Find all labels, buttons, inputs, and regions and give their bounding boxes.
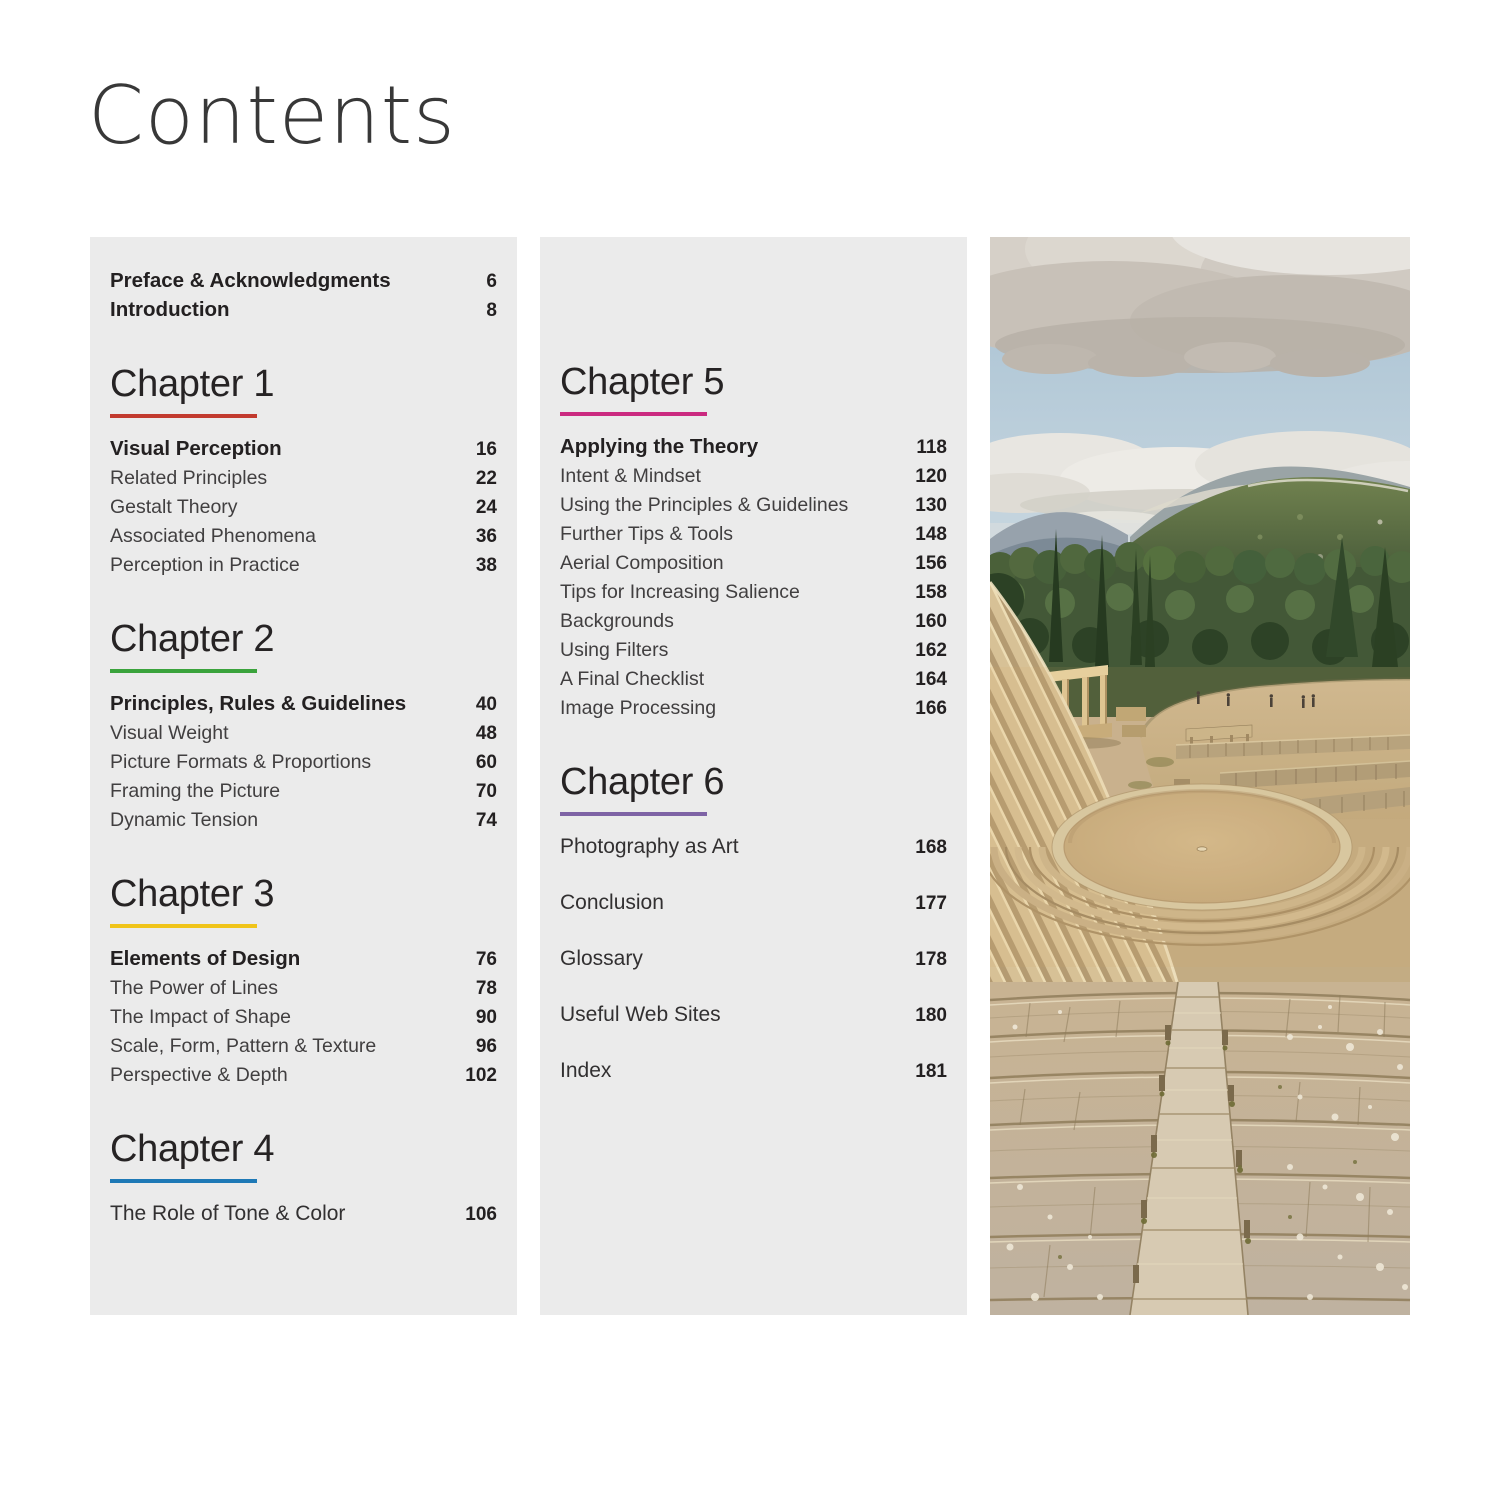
toc-entry bbox=[110, 493, 497, 522]
toc-entry-label: Glossary bbox=[560, 947, 643, 970]
back-matter-row bbox=[560, 1001, 947, 1030]
toc-entry bbox=[560, 636, 947, 665]
chapter-underline bbox=[110, 669, 257, 673]
toc-entry bbox=[110, 974, 497, 1003]
toc-entry bbox=[560, 491, 947, 520]
toc-entry-label: Framing the Picture bbox=[110, 780, 281, 802]
toc-entry-page: 164 bbox=[915, 669, 947, 690]
toc-entry-label: Introduction bbox=[110, 298, 230, 321]
toc-entry bbox=[110, 551, 497, 580]
chapter-5-entries bbox=[560, 433, 947, 723]
theater-photo-art bbox=[990, 237, 1410, 1315]
toc-entry-page: 162 bbox=[915, 640, 947, 661]
chapter-2-section bbox=[110, 619, 497, 673]
toc-entry bbox=[110, 748, 497, 777]
toc-entry-page: 102 bbox=[465, 1065, 497, 1086]
toc-entry-label: Elements of Design bbox=[110, 947, 301, 970]
toc-entry bbox=[560, 549, 947, 578]
toc-entry-page: 70 bbox=[475, 781, 497, 802]
toc-entry bbox=[560, 694, 947, 723]
chapter-1-entries bbox=[110, 435, 497, 580]
toc-entry-label: Related Principles bbox=[110, 467, 268, 489]
toc-entry-label: Tips for Increasing Salience bbox=[560, 581, 800, 603]
front-matter-row bbox=[110, 296, 497, 325]
toc-entry-page: 96 bbox=[475, 1036, 497, 1057]
toc-entry bbox=[110, 777, 497, 806]
chapter-underline bbox=[560, 412, 707, 416]
toc-entry-label: Further Tips & Tools bbox=[560, 523, 734, 545]
toc-entry bbox=[110, 719, 497, 748]
chapter-6-entries bbox=[560, 833, 947, 1086]
toc-entry-page: 38 bbox=[475, 555, 497, 576]
chapter-heading: Chapter 4 bbox=[110, 1128, 275, 1170]
toc-entry bbox=[110, 945, 497, 974]
front-matter-row bbox=[110, 267, 497, 296]
toc-entry-label: Conclusion bbox=[560, 891, 664, 914]
toc-entry-page: 78 bbox=[475, 978, 497, 999]
back-matter-row bbox=[560, 889, 947, 918]
toc-entry-label: Aerial Composition bbox=[560, 552, 724, 574]
toc-entry bbox=[110, 1003, 497, 1032]
toc-entry-label: Index bbox=[560, 1059, 612, 1082]
toc-entry-page: 160 bbox=[915, 611, 947, 632]
toc-entry bbox=[560, 578, 947, 607]
toc-panel-left bbox=[90, 237, 517, 1315]
toc-entry-label: Intent & Mindset bbox=[560, 465, 701, 487]
toc-entry bbox=[560, 433, 947, 462]
toc-entry-label: Associated Phenomena bbox=[110, 525, 316, 547]
chapter-underline bbox=[110, 1179, 257, 1183]
toc-entry-page: 166 bbox=[915, 698, 947, 719]
toc-entry bbox=[110, 1061, 497, 1090]
toc-entry-page: 90 bbox=[475, 1007, 497, 1028]
toc-entry-label: Perception in Practice bbox=[110, 554, 300, 576]
toc-entry-page: 74 bbox=[475, 810, 497, 831]
toc-entry bbox=[110, 690, 497, 719]
toc-entry-page: 24 bbox=[475, 497, 497, 518]
toc-entry-label: Preface & Acknowledgments bbox=[110, 269, 391, 292]
toc-entry bbox=[560, 520, 947, 549]
toc-entry bbox=[560, 665, 947, 694]
toc-entry bbox=[110, 1200, 497, 1229]
toc-entry-page: 130 bbox=[915, 495, 947, 516]
toc-entry-label: Perspective & Depth bbox=[110, 1064, 288, 1086]
toc-entry-page: 36 bbox=[475, 526, 497, 547]
back-matter-row bbox=[560, 1057, 947, 1086]
chapter-4-section bbox=[110, 1129, 497, 1183]
toc-entry-label: Visual Perception bbox=[110, 437, 282, 460]
warm-light-overlay bbox=[990, 667, 1410, 967]
chapter-3-entries bbox=[110, 945, 497, 1090]
toc-entry-label: Image Processing bbox=[560, 697, 717, 719]
toc-entry-page: 40 bbox=[475, 694, 497, 715]
chapter-heading: Chapter 5 bbox=[560, 361, 725, 403]
toc-entry-label: The Impact of Shape bbox=[110, 1006, 292, 1028]
chapter-4-entries bbox=[110, 1200, 497, 1229]
toc-entry-page: 181 bbox=[915, 1061, 947, 1082]
toc-entry-page: 168 bbox=[915, 837, 947, 858]
page-title: Contents bbox=[88, 69, 456, 162]
toc-entry-label: The Role of Tone & Color bbox=[110, 1202, 346, 1225]
toc-entry-label: Gestalt Theory bbox=[110, 496, 238, 518]
toc-entry-page: 180 bbox=[915, 1005, 947, 1026]
toc-entry-label: Picture Formats & Proportions bbox=[110, 751, 372, 773]
toc-entry-page: 177 bbox=[915, 893, 947, 914]
stone-steps bbox=[990, 982, 1410, 1315]
toc-entry-page: 6 bbox=[486, 271, 497, 292]
toc-entry-label: Visual Weight bbox=[110, 722, 229, 744]
toc-entry bbox=[110, 806, 497, 835]
toc-entry-page: 106 bbox=[465, 1204, 497, 1225]
toc-entry-label: Using Filters bbox=[560, 639, 669, 661]
chapter-3-section bbox=[110, 874, 497, 928]
back-matter-row bbox=[560, 945, 947, 974]
toc-entry-page: 178 bbox=[915, 949, 947, 970]
toc-entry bbox=[560, 833, 947, 862]
toc-entry-label: Dynamic Tension bbox=[110, 809, 259, 831]
toc-entry-page: 16 bbox=[475, 439, 497, 460]
toc-entry-label: Photography as Art bbox=[560, 835, 739, 858]
toc-entry-label: Using the Principles & Guidelines bbox=[560, 494, 849, 516]
toc-entry-page: 156 bbox=[915, 553, 947, 574]
chapter-2-entries bbox=[110, 690, 497, 835]
toc-entry-label: The Power of Lines bbox=[110, 977, 279, 999]
chapter-underline bbox=[560, 812, 707, 816]
chapter-underline bbox=[110, 924, 257, 928]
toc-entry-page: 8 bbox=[486, 300, 497, 321]
toc-entry-page: 22 bbox=[475, 468, 497, 489]
toc-entry bbox=[110, 522, 497, 551]
toc-entry bbox=[560, 462, 947, 491]
toc-entry bbox=[110, 435, 497, 464]
toc-entry bbox=[560, 607, 947, 636]
toc-entry-label: A Final Checklist bbox=[560, 668, 705, 690]
toc-entry bbox=[110, 1032, 497, 1061]
theater-photo bbox=[990, 237, 1410, 1315]
toc-entry-page: 120 bbox=[915, 466, 947, 487]
toc-entry-label: Principles, Rules & Guidelines bbox=[110, 692, 407, 715]
toc-entry-label: Applying the Theory bbox=[560, 435, 759, 458]
toc-entry-label: Scale, Form, Pattern & Texture bbox=[110, 1035, 377, 1057]
toc-entry-page: 118 bbox=[916, 437, 947, 458]
chapter-6-section bbox=[560, 762, 947, 816]
chapter-heading: Chapter 3 bbox=[110, 873, 275, 915]
toc-entry bbox=[110, 464, 497, 493]
chapter-underline bbox=[110, 414, 257, 418]
toc-entry-page: 48 bbox=[475, 723, 497, 744]
chapter-heading: Chapter 2 bbox=[110, 618, 275, 660]
chapter-heading: Chapter 1 bbox=[110, 363, 275, 405]
toc-entry-page: 76 bbox=[475, 949, 497, 970]
toc-entry-label: Backgrounds bbox=[560, 610, 674, 632]
toc-entry-page: 158 bbox=[915, 582, 947, 603]
chapter-heading: Chapter 6 bbox=[560, 761, 725, 803]
toc-panel-right bbox=[540, 237, 967, 1315]
toc-entry-page: 60 bbox=[475, 752, 497, 773]
chapter-5-section bbox=[560, 362, 947, 416]
toc-entry-page: 148 bbox=[915, 524, 947, 545]
toc-entry-label: Useful Web Sites bbox=[560, 1003, 721, 1026]
chapter-1-section bbox=[110, 364, 497, 418]
